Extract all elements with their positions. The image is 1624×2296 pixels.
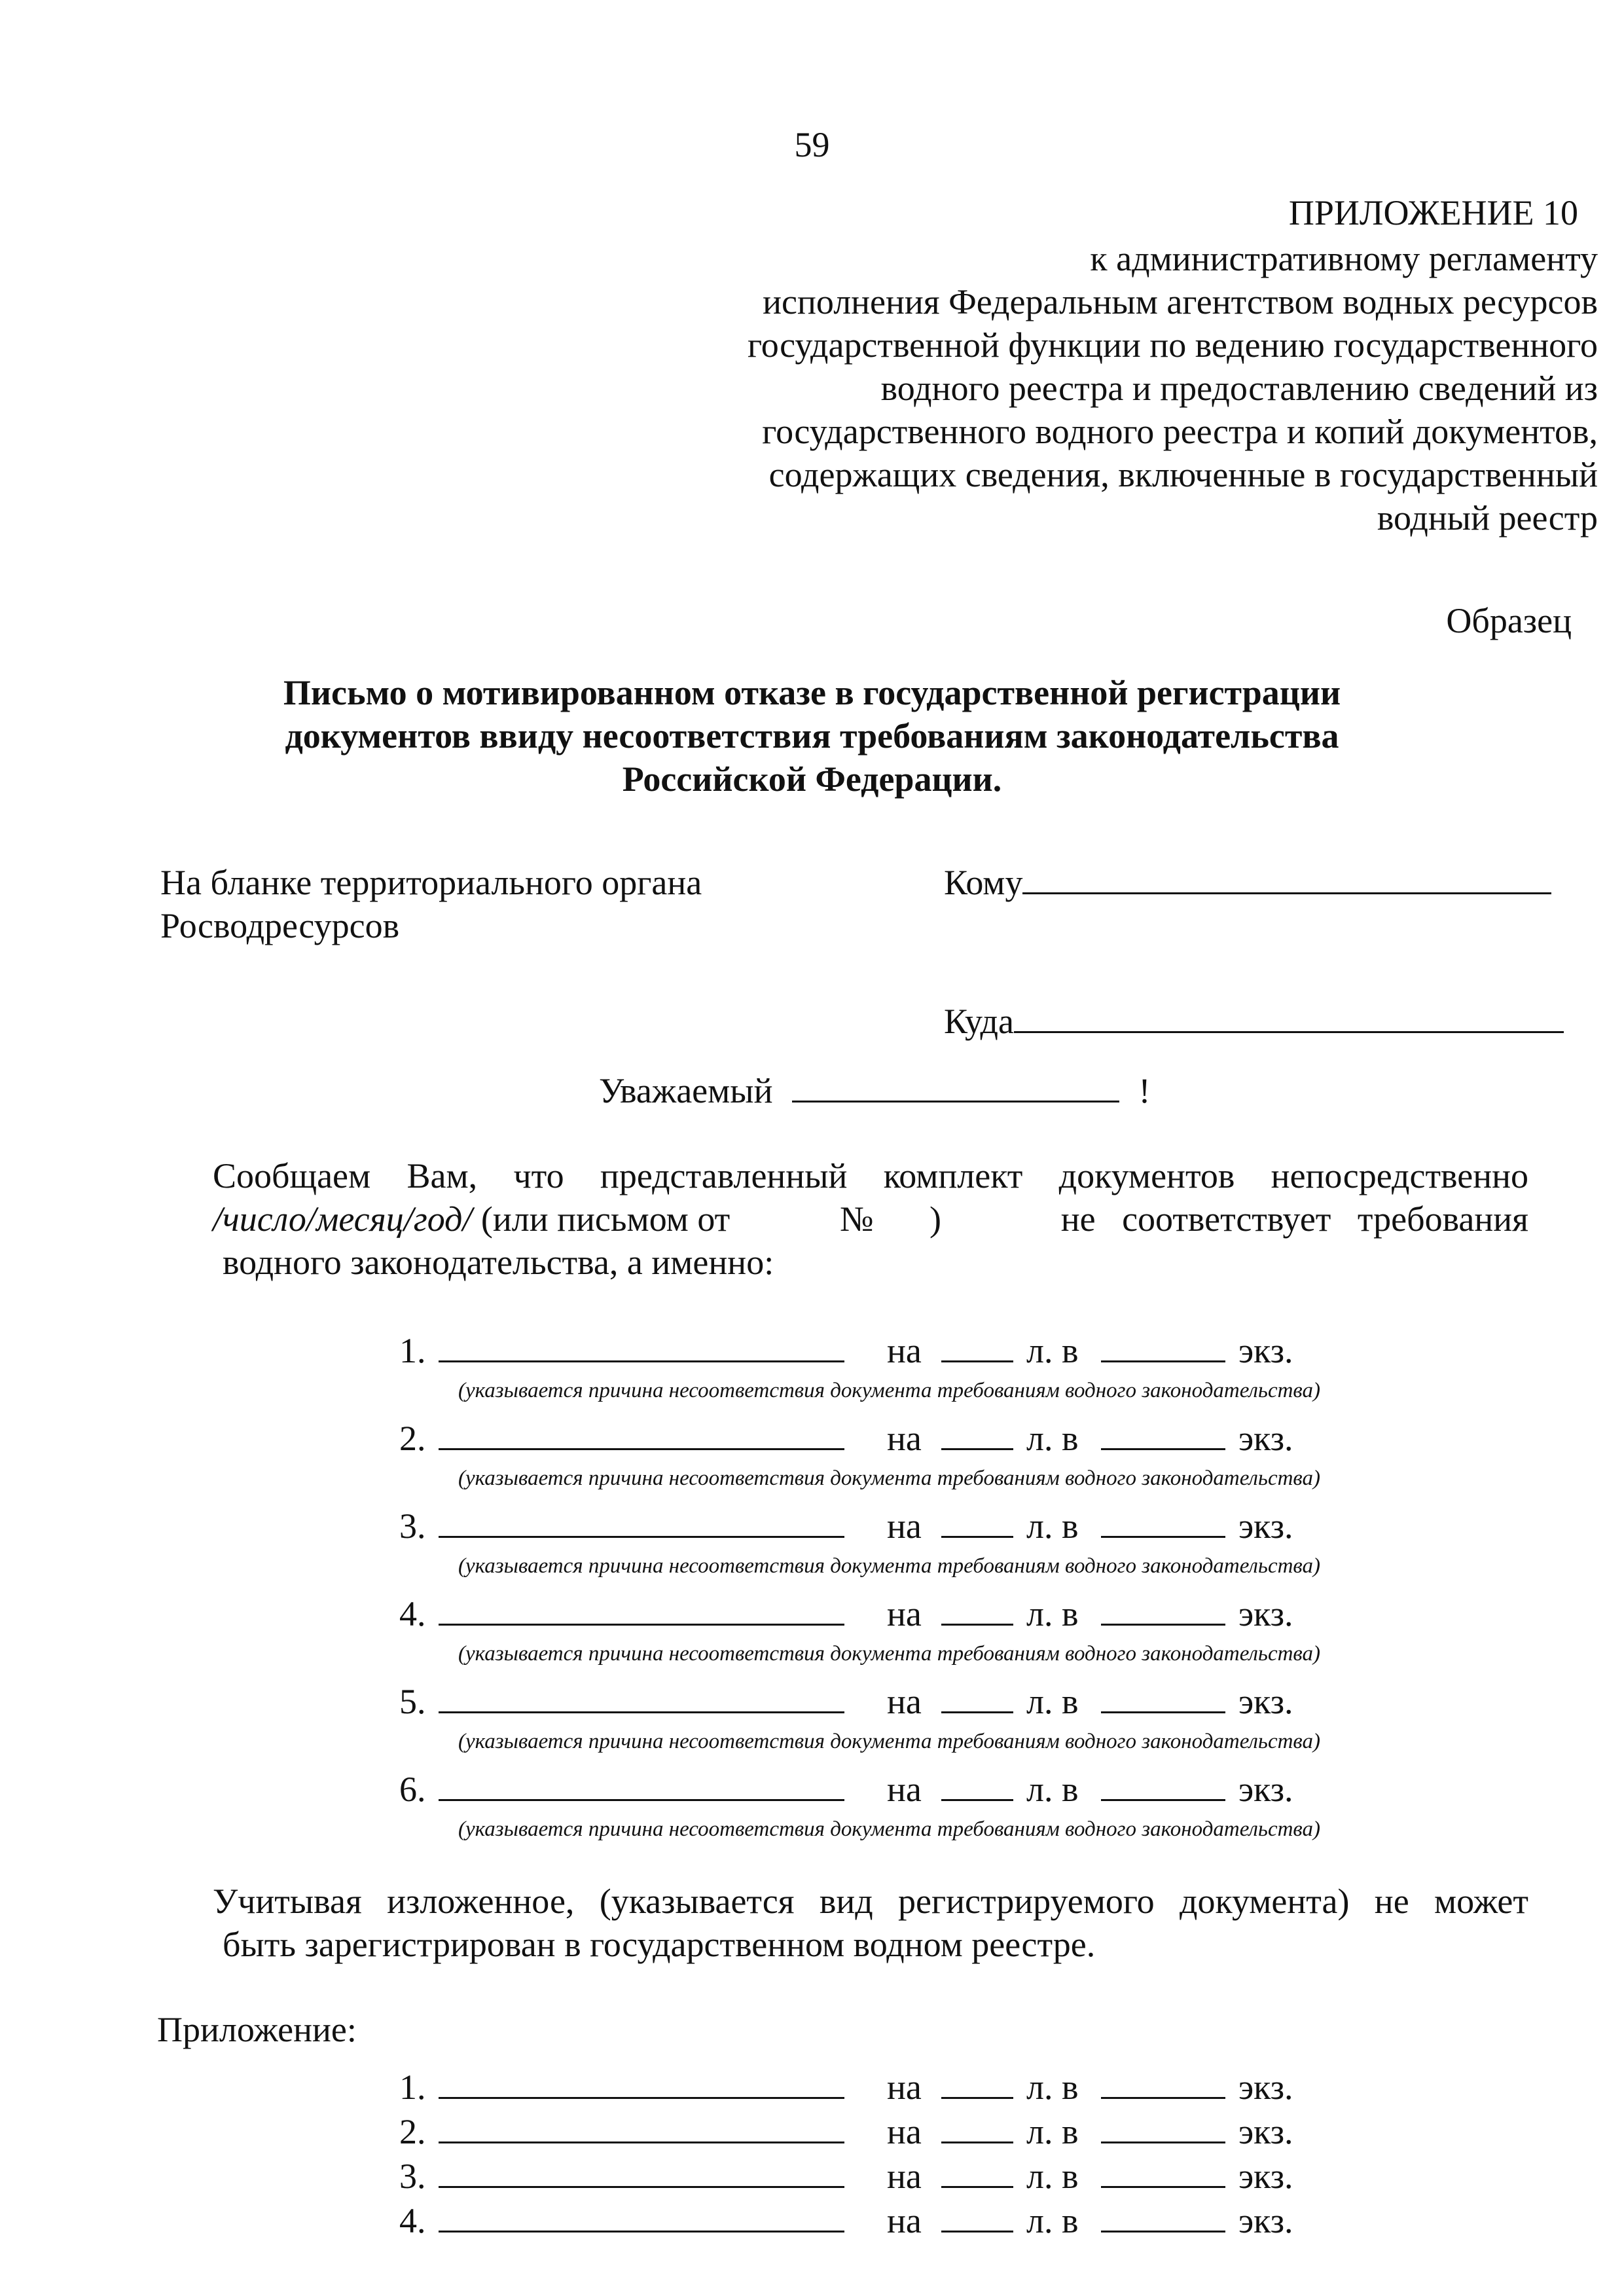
row-number: 2. <box>399 2112 426 2151</box>
item-blank[interactable] <box>439 2066 844 2099</box>
reason-note: (указывается причина несоответствия документа требованиям водного законодательства) <box>458 1379 1321 1402</box>
appendix-text <box>420 237 1598 539</box>
sample-label: Образец <box>1446 601 1572 640</box>
copies-label: экз. <box>1238 1331 1293 1370</box>
list-row <box>393 2110 1342 2153</box>
reason-note: (указывается причина несоответствия документа требованиям водного законодательства) <box>458 1467 1321 1490</box>
list-row <box>393 2199 1342 2242</box>
recipient-field <box>944 861 1551 904</box>
appendix-line: водный реестр <box>1377 498 1598 538</box>
sheets-blank[interactable] <box>941 1768 1013 1801</box>
sheets-label: л. в <box>1026 1331 1079 1370</box>
row-number: 3. <box>399 1506 426 1546</box>
item-blank[interactable] <box>439 1592 844 1626</box>
copies-label: экз. <box>1238 1419 1293 1458</box>
conclusion-line-1: Учитывая изложенное, (указывается вид регистрируемого документа) не может <box>213 1882 1528 1921</box>
body-line-3: водного законодательства, а именно: <box>223 1243 774 1282</box>
page-number: 59 <box>794 125 830 164</box>
body-line-1: Сообщаем Вам, что представленный комплект документов непосредственно <box>213 1156 1528 1195</box>
sheets-label: л. в <box>1026 2112 1079 2151</box>
copies-label: экз. <box>1238 1506 1293 1546</box>
where-label: Куда <box>944 1002 1014 1041</box>
sheets-blank[interactable] <box>941 2155 1013 2188</box>
sheets-label: л. в <box>1026 2157 1079 2196</box>
copies-blank[interactable] <box>1101 2066 1225 2099</box>
copies-blank[interactable] <box>1101 2155 1225 2188</box>
appendix-line: государственного водного реестра и копий документов, <box>762 412 1598 451</box>
copies-blank[interactable] <box>1101 2199 1225 2232</box>
letterhead-line: На бланке территориального органа <box>160 863 702 902</box>
item-blank[interactable] <box>439 2155 844 2188</box>
on-label: на <box>887 1419 922 1458</box>
salutation-blank[interactable] <box>792 1069 1119 1102</box>
on-label: на <box>887 2157 922 2196</box>
row-number: 4. <box>399 1594 426 1633</box>
list-row <box>393 1329 1342 1372</box>
sheets-blank[interactable] <box>941 1329 1013 1362</box>
copies-label: экз. <box>1238 2201 1293 2240</box>
letterhead-line: Росводресурсов <box>160 906 400 945</box>
number-sign: № <box>840 1199 874 1239</box>
sheets-label: л. в <box>1026 1594 1079 1633</box>
on-label: на <box>887 1770 922 1809</box>
sheets-label: л. в <box>1026 1770 1079 1809</box>
list-row <box>393 1504 1342 1548</box>
appendix-line: государственной функции по ведению государственного <box>747 325 1598 365</box>
appendix-title: ПРИЛОЖЕНИЕ 10 <box>1288 193 1578 232</box>
item-blank[interactable] <box>439 1680 844 1713</box>
body-line-2 <box>213 1197 1528 1241</box>
copies-blank[interactable] <box>1101 1768 1225 1801</box>
reason-note: (указывается причина несоответствия документа требованиям водного законодательства) <box>458 1730 1321 1753</box>
row-number: 1. <box>399 2068 426 2107</box>
sheets-label: л. в <box>1026 2068 1079 2107</box>
row-number: 3. <box>399 2157 426 2196</box>
copies-blank[interactable] <box>1101 1680 1225 1713</box>
copies-label: экз. <box>1238 2112 1293 2151</box>
item-blank[interactable] <box>439 1329 844 1362</box>
heading-line: Письмо о мотивированном отказе в государственной регистрации <box>283 673 1341 712</box>
reason-note: (указывается причина несоответствия документа требованиям водного законодательства) <box>458 1642 1321 1666</box>
copies-blank[interactable] <box>1101 2110 1225 2143</box>
attachments-label: Приложение: <box>157 2010 357 2049</box>
sheets-blank[interactable] <box>941 2110 1013 2143</box>
body-letter-ref: (или письмом от <box>480 1199 731 1239</box>
on-label: на <box>887 1682 922 1721</box>
list-row <box>393 2155 1342 2198</box>
item-blank[interactable] <box>439 2110 844 2143</box>
on-label: на <box>887 2201 922 2240</box>
sheets-blank[interactable] <box>941 2066 1013 2099</box>
item-blank[interactable] <box>439 2199 844 2232</box>
appendix-line: водного реестра и предоставлению сведений из <box>880 369 1598 408</box>
document-heading <box>0 671 1624 801</box>
item-blank[interactable] <box>439 1768 844 1801</box>
reason-note: (указывается причина несоответствия документа требованиям водного законодательства) <box>458 1554 1321 1578</box>
on-label: на <box>887 1594 922 1633</box>
on-label: на <box>887 1506 922 1546</box>
appendix-line: к административному регламенту <box>1090 239 1598 278</box>
list-row <box>393 1592 1342 1635</box>
sheets-label: л. в <box>1026 1506 1079 1546</box>
copies-blank[interactable] <box>1101 1417 1225 1450</box>
closing-paren: ) <box>929 1199 941 1239</box>
row-number: 6. <box>399 1770 426 1809</box>
sheets-blank[interactable] <box>941 1592 1013 1626</box>
where-blank[interactable] <box>1014 1000 1564 1033</box>
copies-label: экз. <box>1238 2157 1293 2196</box>
sheets-blank[interactable] <box>941 1504 1013 1538</box>
on-label: на <box>887 1331 922 1370</box>
to-blank[interactable] <box>1022 861 1551 894</box>
reason-note: (указывается причина несоответствия документа требованиям водного законодательства) <box>458 1817 1321 1841</box>
sheets-label: л. в <box>1026 1419 1079 1458</box>
copies-blank[interactable] <box>1101 1504 1225 1538</box>
row-number: 2. <box>399 1419 426 1458</box>
copies-label: экз. <box>1238 1682 1293 1721</box>
sheets-label: л. в <box>1026 1682 1079 1721</box>
list-row <box>393 1417 1342 1460</box>
sheets-blank[interactable] <box>941 2199 1013 2232</box>
copies-label: экз. <box>1238 2068 1293 2107</box>
copies-label: экз. <box>1238 1770 1293 1809</box>
conclusion-line-2: быть зарегистрирован в государственном водном реестре. <box>223 1925 1096 1964</box>
item-blank[interactable] <box>439 1504 844 1538</box>
salutation-suffix: ! <box>1138 1071 1151 1110</box>
copies-label: экз. <box>1238 1594 1293 1633</box>
row-number: 4. <box>399 2201 426 2240</box>
sheets-blank[interactable] <box>941 1680 1013 1713</box>
row-number: 5. <box>399 1682 426 1721</box>
list-row <box>393 2066 1342 2109</box>
date-placeholder: /число/месяц/год/ <box>213 1199 473 1239</box>
on-label: на <box>887 2068 922 2107</box>
appendix-line: исполнения Федеральным агентством водных ресурсов <box>763 282 1598 321</box>
list-row <box>393 1768 1342 1811</box>
item-blank[interactable] <box>439 1417 844 1450</box>
appendix-line: содержащих сведения, включенные в государственный <box>768 455 1598 494</box>
row-number: 1. <box>399 1331 426 1370</box>
body-line-2-end: не соответствует требования <box>1060 1199 1528 1239</box>
address-field <box>944 1000 1564 1043</box>
letterhead-note <box>160 861 702 947</box>
heading-line: Российской Федерации. <box>622 759 1002 799</box>
copies-blank[interactable] <box>1101 1592 1225 1626</box>
sheets-label: л. в <box>1026 2201 1079 2240</box>
heading-line: документов ввиду несоответствия требованиям законодательства <box>285 716 1339 756</box>
on-label: на <box>887 2112 922 2151</box>
sheets-blank[interactable] <box>941 1417 1013 1450</box>
to-label: Кому <box>944 863 1023 902</box>
salutation-prefix: Уважаемый <box>599 1071 773 1110</box>
salutation <box>599 1069 1150 1112</box>
list-row <box>393 1680 1342 1723</box>
copies-blank[interactable] <box>1101 1329 1225 1362</box>
